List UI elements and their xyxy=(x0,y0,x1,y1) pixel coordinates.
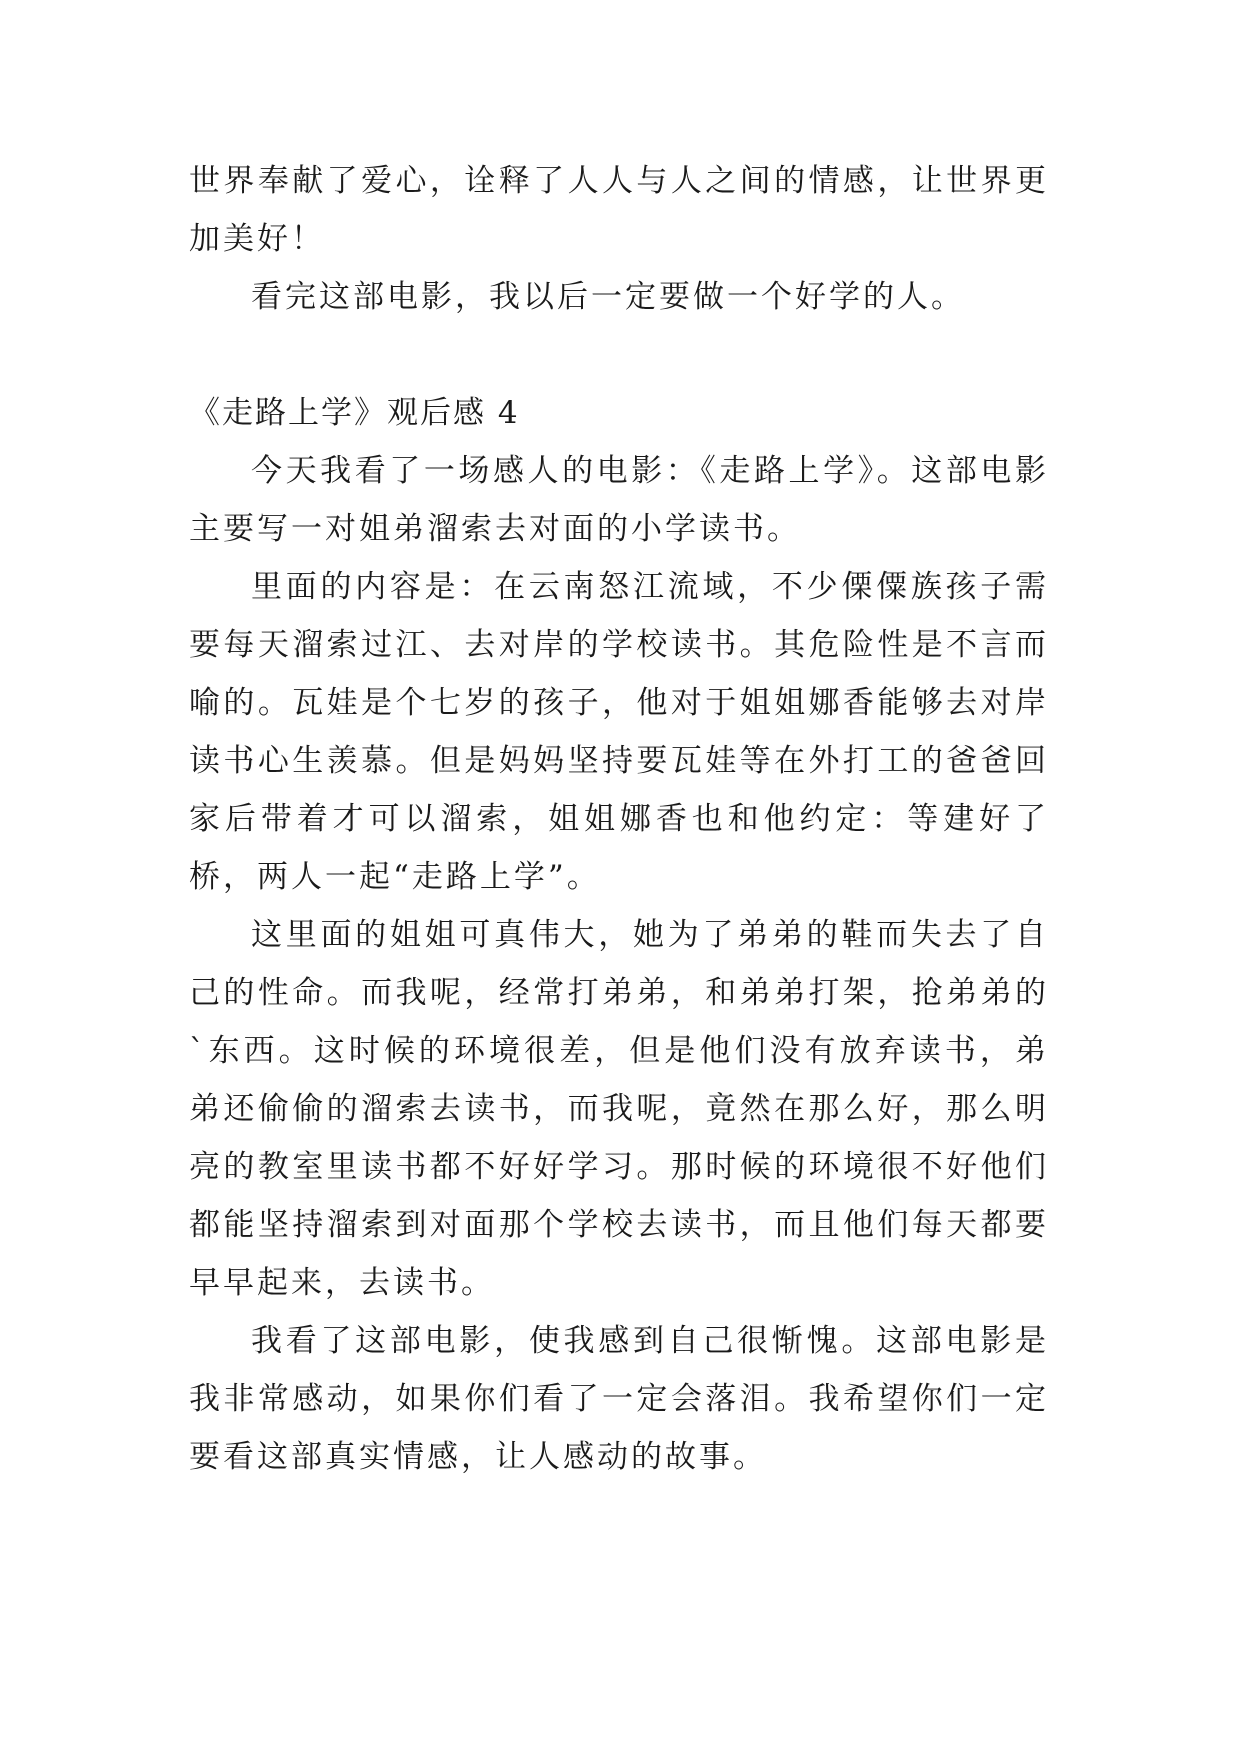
section-title: 《走路上学》观后感 4 xyxy=(189,395,520,431)
body-paragraph: 这里面的姐姐可真伟大，她为了弟弟的鞋而失去了自己的性命。而我呢，经常打弟弟，和弟弟打架，抢弟弟的`东西。这时候的环境很差，但是他们没有放弃读书，弟弟还偷偷的溜索去读书，而我呢，竟然在那么好，那么明亮的教室里读书都不好好学习。那时候的环境很不好他们都能坚持溜索到对面那个学校去读书，而且他们每天都要早早起来，去读书。 xyxy=(189,917,1049,1301)
body-paragraph: 今天我看了一场感人的电影：《走路上学》。这部电影主要写一对姐弟溜索去对面的小学读书。 xyxy=(189,453,1049,547)
document-body xyxy=(189,152,1049,1486)
section-spacer xyxy=(189,326,1049,384)
body-paragraph: 我看了这部电影，使我感到自己很惭愧。这部电影是我非常感动，如果你们看了一定会落泪。我希望你们一定要看这部真实情感，让人感动的故事。 xyxy=(189,1323,1049,1475)
continuation-paragraph: 世界奉献了爱心，诠释了人人与人之间的情感，让世界更加美好！ xyxy=(189,163,1049,257)
body-paragraph: 里面的内容是：在云南怒江流域，不少傈僳族孩子需要每天溜索过江、去对岸的学校读书。其危险性是不言而喻的。瓦娃是个七岁的孩子，他对于姐姐娜香能够去对岸读书心生羡慕。但是妈妈坚持要瓦娃等在外打工的爸爸回家后带着才可以溜索，姐姐娜香也和他约定：等建好了桥，两人一起“走路上学”。 xyxy=(189,569,1049,895)
closing-paragraph: 看完这部电影，我以后一定要做一个好学的人。 xyxy=(251,279,965,315)
